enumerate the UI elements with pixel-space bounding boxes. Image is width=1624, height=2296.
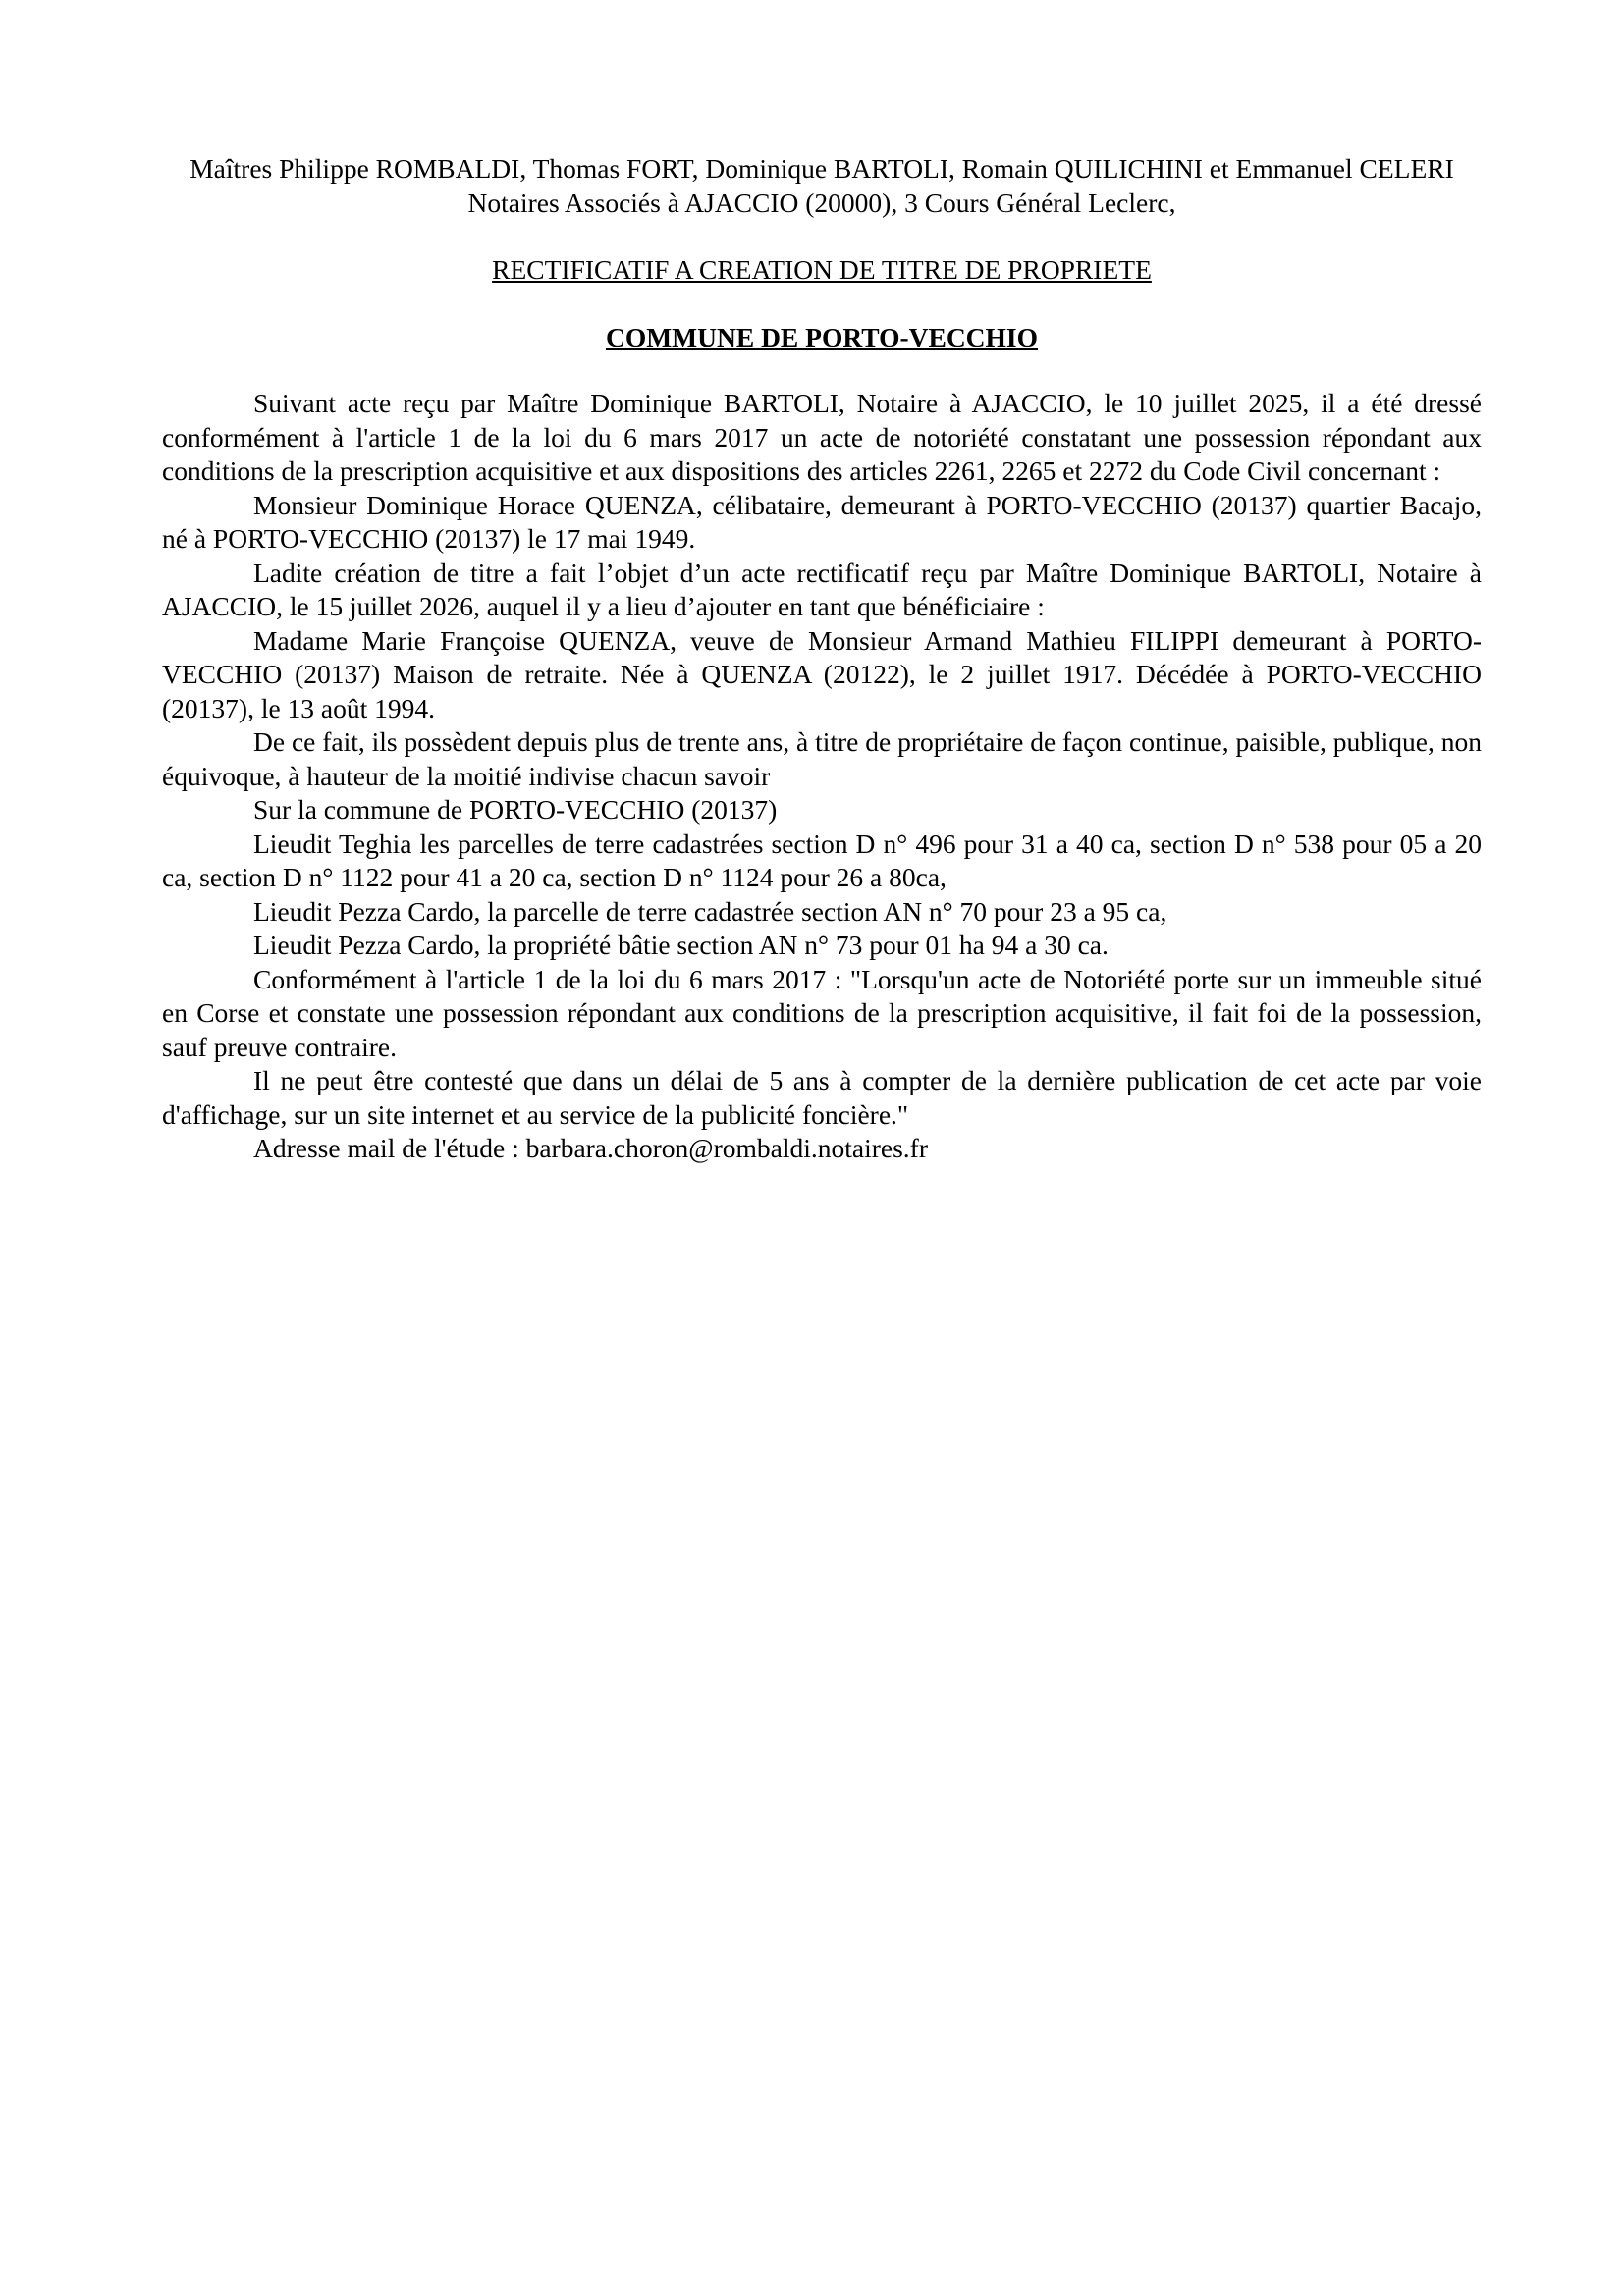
paragraph-possession: De ce fait, ils possèdent depuis plus de trente ans, à titre de propriétaire de façon continue, paisible, publique, non équivoque, à hauteur de la moitié indivise chacun savoir: [162, 726, 1482, 791]
notaries-names: Maîtres Philippe ROMBALDI, Thomas FORT, Dominique BARTOLI, Romain QUILICHINI et Emmanuel CELERI: [189, 153, 1454, 184]
paragraph-law-quote: Conformément à l'article 1 de la loi du 6 mars 2017 : "Lorsqu'un acte de Notoriété porte sur un immeuble situé en Corse et constate une possession répondant aux conditions de la prescription acquisitive, il fait foi de la possession, sauf preuve contraire.: [162, 963, 1482, 1062]
document-title: RECTIFICATIF A CREATION DE TITRE DE PROPRIETE: [492, 254, 1152, 285]
paragraph-acte-notoriete: Suivant acte reçu par Maître Dominique BARTOLI, Notaire à AJACCIO, le 10 juillet 2025, il a été dressé conformément à l'article 1 de la loi du 6 mars 2017 un acte de notoriété constatant une possession répondant aux conditions de la prescription acquisitive et aux dispositions des articles 2261, 2265 et 2272 du Code Civil concernant :: [162, 388, 1482, 486]
commune-heading: COMMUNE DE PORTO-VECCHIO: [605, 321, 1039, 352]
document-page: [162, 152, 1482, 1166]
paragraph-commune: Sur la commune de PORTO-VECCHIO (20137): [253, 794, 778, 825]
paragraph-email: Adresse mail de l'étude : barbara.choron@rombaldi.notaires.fr: [253, 1133, 928, 1163]
paragraph-parcels-teghia: Lieudit Teghia les parcelles de terre cadastrées section D n° 496 pour 31 a 40 ca, section D n° 538 pour 05 a 20 ca, section D n° 1122 pour 41 a 20 ca, section D n° 1124 pour 26 a 80ca,: [162, 828, 1482, 892]
paragraph-beneficiary-2: Madame Marie Françoise QUENZA, veuve de Monsieur Armand Mathieu FILIPPI demeurant à PORTO-VECCHIO (20137) Maison de retraite. Née à QUENZA (20122), le 2 juillet 1917. Décédée à PORTO-VECCHIO (20137), le 13 août 1994.: [162, 624, 1482, 723]
document-body: [162, 387, 1482, 1166]
paragraph-property-pezza-cardo: Lieudit Pezza Cardo, la propriété bâtie section AN n° 73 pour 01 ha 94 a 30 ca.: [253, 930, 1109, 960]
paragraph-contest-delay: Il ne peut être contesté que dans un délai de 5 ans à compter de la dernière publication de cet acte par voie d'affichage, sur un site internet et au service de la publicité foncière.": [162, 1065, 1482, 1130]
paragraph-acte-rectificatif: Ladite création de titre a fait l’objet d’un acte rectificatif reçu par Maître Dominique BARTOLI, Notaire à AJACCIO, le 15 juillet 2026, auquel il y a lieu d’ajouter en tant que bénéficiaire :: [162, 557, 1482, 621]
paragraph-parcel-pezza-cardo: Lieudit Pezza Cardo, la parcelle de terre cadastrée section AN n° 70 pour 23 a 95 ca,: [253, 895, 1167, 927]
notaries-office-address: Notaires Associés à AJACCIO (20000), 3 Cours Général Leclerc,: [467, 187, 1176, 218]
paragraph-beneficiary-1: Monsieur Dominique Horace QUENZA, célibataire, demeurant à PORTO-VECCHIO (20137) quartier Bacajo, né à PORTO-VECCHIO (20137) le 17 mai 1949.: [162, 489, 1482, 554]
